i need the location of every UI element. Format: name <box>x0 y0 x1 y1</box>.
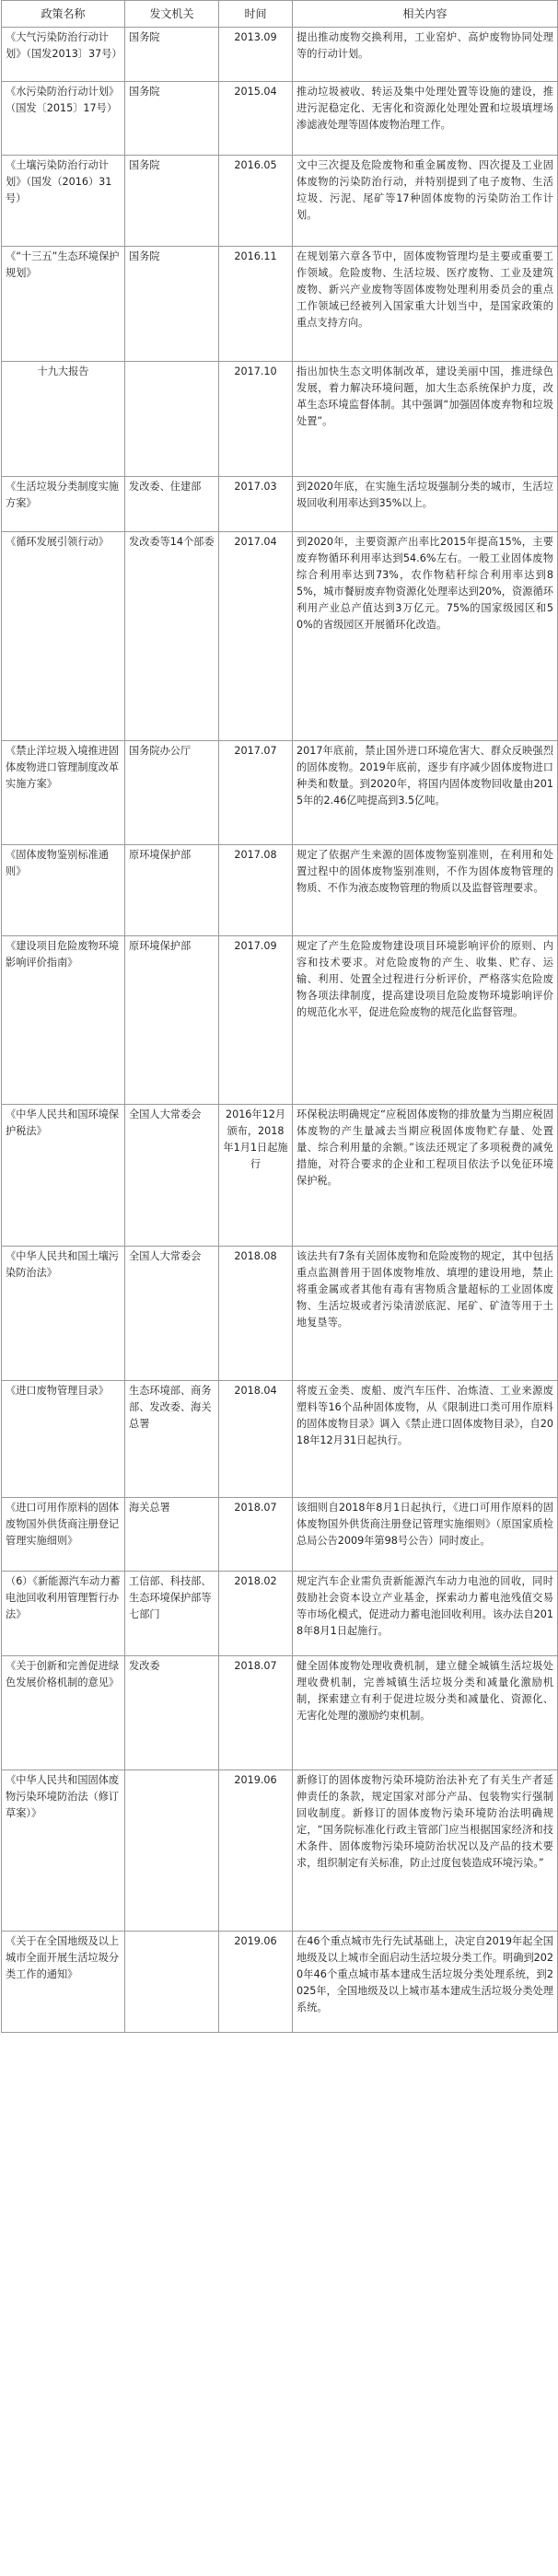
cell-issuing-authority: 生态环境部、商务部、发改委、海关总署 <box>125 1381 219 1498</box>
table-row <box>2 532 558 741</box>
cell-policy-name: 《固体废物鉴别标准通则》 <box>2 845 125 936</box>
header-date: 时间 <box>219 1 293 28</box>
cell-policy-name: 《生活垃圾分类制度实施方案》 <box>2 477 125 532</box>
cell-policy-name: 《进口可用作原料的固体废物国外供货商注册登记管理实施细则》 <box>2 1498 125 1572</box>
cell-issuing-authority: 发改委等14个部委 <box>125 532 219 741</box>
cell-policy-name: 《进口废物管理目录》 <box>2 1381 125 1498</box>
cell-date: 2015.04 <box>219 82 293 156</box>
header-content: 相关内容 <box>293 1 558 28</box>
cell-date: 2018.08 <box>219 1247 293 1381</box>
header-name: 政策名称 <box>2 1 125 28</box>
cell-issuing-authority: 工信部、科技部、生态环境保护部等七部门 <box>125 1572 219 1656</box>
cell-policy-name: 《中华人民共和国土壤污染防治法》 <box>2 1247 125 1381</box>
cell-policy-name: 《中华人民共和国固体废物污染环境防治法（修订草案）》 <box>2 1770 125 1932</box>
table-header-row <box>2 1 558 28</box>
cell-policy-name: 《关于在全国地级及以上城市全面开展生活垃圾分类工作的通知》 <box>2 1932 125 2033</box>
cell-date: 2013.09 <box>219 28 293 82</box>
cell-content: 提出推动废物交换利用，工业窑炉、高炉废物协同处理等的行动计划。 <box>293 28 558 82</box>
cell-date: 2017.03 <box>219 477 293 532</box>
cell-content: 环保税法明确规定“应税固体废物的排放量为当期应税固体废物的产生量减去当期应税固体废物贮存量、处置量、综合利用量的余额。”该法还规定了多项税费的减免措施，对符合要求的企业和工程项目依法予以免征环境保护税。 <box>293 1105 558 1247</box>
cell-date: 2018.04 <box>219 1381 293 1498</box>
cell-content: 规定了依据产生来源的固体废物鉴别准则，在利用和处置过程中的固体废物鉴别准则，不作为固体废物管理的物质、不作为液态废物管理的物质以及监督管理要求。 <box>293 845 558 936</box>
cell-date: 2016.11 <box>219 247 293 362</box>
cell-issuing-authority: 国务院 <box>125 28 219 82</box>
cell-content: 到2020年底，在实施生活垃圾强制分类的城市，生活垃圾回收利用率达到35%以上。 <box>293 477 558 532</box>
cell-date: 2017.07 <box>219 741 293 845</box>
table-row <box>2 1105 558 1247</box>
cell-policy-name: 《关于创新和完善促进绿色发展价格机制的意见》 <box>2 1656 125 1770</box>
table-row <box>2 1770 558 1932</box>
table-row <box>2 1381 558 1498</box>
cell-content: 新修订的固体废物污染环境防治法补充了有关生产者延伸责任的条款，规定国家对部分产品、包装物实行强制回收制度。新修订的固体废物污染环境防治法明确规定，“国务院标准化行政主管部门应当根据国家经济和技术条件、固体废物污染环境防治状况以及产品的技术要求，组织制定有关标准，防止过度包装造成环境污染。” <box>293 1770 558 1932</box>
table-row <box>2 362 558 477</box>
cell-content: 该细则自2018年8月1日起执行，《进口可用作原料的固体废物国外供货商注册登记管理实施细则》（原国家质检总局公告2009年第98号公告）同时废止。 <box>293 1498 558 1572</box>
table-row <box>2 741 558 845</box>
cell-policy-name: 《禁止洋垃圾入境推进固体废物进口管理制度改革实施方案》 <box>2 741 125 845</box>
cell-policy-name: 《“十三五”生态环境保护规划》 <box>2 247 125 362</box>
cell-policy-name: 《大气污染防治行动计划》（国发2013〕37号） <box>2 28 125 82</box>
cell-content: 指出加快生态文明体制改革，建设美丽中国，推进绿色发展，着力解决环境问题，加大生态系统保护力度，改革生态环境监督体制。其中强调“加强固体废弃物和垃圾处置”。 <box>293 362 558 477</box>
cell-policy-name: 《循环发展引领行动》 <box>2 532 125 741</box>
cell-policy-name: 《水污染防治行动计划》（国发〔2015〕17号） <box>2 82 125 156</box>
cell-policy-name: 《建设项目危险废物环境影响评价指南》 <box>2 936 125 1105</box>
cell-policy-name: （6）《新能源汽车动力蓄电池回收利用管理暂行办法》 <box>2 1572 125 1656</box>
cell-content: 到2020年，主要资源产出率比2015年提高15%，主要废弃物循环利用率达到54.6%左右。一般工业固体废物综合利用率达到73%，农作物秸秆综合利用率达到85%，城市餐厨废弃物资源化处理率达到20%，资源循环利用产业总产值达到3万亿元。75%的国家级园区和50%的省级园区开展循环化改造。 <box>293 532 558 741</box>
table-row <box>2 28 558 82</box>
cell-content: 文中三次提及危险废物和重金属废物、四次提及工业固体废物的污染防治行动，并特别提到了电子废物、生活垃圾、污泥、尾矿等17种固体废物的污染防治工作计划。 <box>293 156 558 247</box>
cell-date: 2019.06 <box>219 1770 293 1932</box>
cell-date: 2017.04 <box>219 532 293 741</box>
cell-date: 2018.07 <box>219 1498 293 1572</box>
cell-content: 规定汽车企业需负责新能源汽车动力电池的回收，同时鼓励社会资本设立产业基金，探索动力蓄电池残值交易等市场化模式，促进动力蓄电池回收利用。该办法自2018年8月1日起施行。 <box>293 1572 558 1656</box>
cell-content: 2017年底前，禁止国外进口环境危害大、群众反映强烈的固体废物。2019年底前，逐步有序减少固体废物进口种类和数量。到2020年，将国内固体废物回收量由2015年的2.46亿吨提高到3.5亿吨。 <box>293 741 558 845</box>
policy-table <box>1 0 558 2033</box>
table-row <box>2 477 558 532</box>
cell-issuing-authority: 国务院 <box>125 156 219 247</box>
cell-issuing-authority <box>125 362 219 477</box>
cell-issuing-authority: 原环境保护部 <box>125 936 219 1105</box>
cell-date: 2017.09 <box>219 936 293 1105</box>
cell-issuing-authority: 国务院办公厅 <box>125 741 219 845</box>
cell-date: 2018.02 <box>219 1572 293 1656</box>
table-row <box>2 1247 558 1381</box>
header-org: 发文机关 <box>125 1 219 28</box>
cell-issuing-authority: 全国人大常委会 <box>125 1105 219 1247</box>
cell-date: 2016年12月颁布，2018年1月1日起施行 <box>219 1105 293 1247</box>
cell-issuing-authority <box>125 1770 219 1932</box>
cell-policy-name: 《中华人民共和国环境保护税法》 <box>2 1105 125 1247</box>
table-row <box>2 1656 558 1770</box>
table-row <box>2 82 558 156</box>
cell-content: 将废五金类、废船、废汽车压件、冶炼渣、工业来源废塑料等16个品种固体废物，从《限制进口类可用作原料的固体废物目录》调入《禁止进口固体废物目录》，自2018年12月31日起执行。 <box>293 1381 558 1498</box>
cell-issuing-authority: 发改委、住建部 <box>125 477 219 532</box>
cell-issuing-authority: 国务院 <box>125 247 219 362</box>
cell-content: 健全固体废物处理收费机制，建立健全城镇生活垃圾处理收费机制，完善城镇生活垃圾分类和减量化激励机制，探索建立有利于促进垃圾分类和减量化、资源化、无害化处理的激励约束机制。 <box>293 1656 558 1770</box>
cell-content: 在46个重点城市先行先试基础上，决定自2019年起全国地级及以上城市全面启动生活垃圾分类工作。明确到2020年46个重点城市基本建成生活垃圾分类处理系统，到2025年，全国地级及以上城市基本建成生活垃圾分类处理系统。 <box>293 1932 558 2033</box>
table-row <box>2 1572 558 1656</box>
cell-content: 该法共有7条有关固体废物和危险废物的规定，其中包括重点监测普用于固体废物堆放、填埋的建设用地，禁止将重金属或者其他有毒有害物质含量超标的工业固体废物、生活垃圾或者污染清淤底泥、尾矿、矿渣等用于土地复垦等。 <box>293 1247 558 1381</box>
table-row <box>2 1932 558 2033</box>
cell-issuing-authority: 海关总署 <box>125 1498 219 1572</box>
cell-content: 推动垃圾被收、转运及集中处理处置等设施的建设，推进污泥稳定化、无害化和资源化处理处置和垃圾填埋场渗滤液处理等固体废物治理工作。 <box>293 82 558 156</box>
cell-content: 规定了产生危险废物建设项目环境影响评价的原则、内容和技术要求。对危险废物的产生、收集、贮存、运输、利用、处置全过程进行分析评价，严格落实危险废物各项法律制度，提高建设项目危险废物环境影响评价的规范化水平，促进危险废物的规范化监督管理。 <box>293 936 558 1105</box>
cell-date: 2019.06 <box>219 1932 293 2033</box>
table-row <box>2 1498 558 1572</box>
cell-policy-name: 《土壤污染防治行动计划》（国发（2016）31号） <box>2 156 125 247</box>
cell-date: 2016.05 <box>219 156 293 247</box>
cell-date: 2017.08 <box>219 845 293 936</box>
cell-content: 在规划第六章各节中，固体废物管理均是主要或重要工作领域。危险废物、生活垃圾、医疗废物、工业及建筑废物、新兴产业废物等固体废物处理利用委员会的重点工作领域已经被列入国家重大计划当中，是国家政策的重点支持方向。 <box>293 247 558 362</box>
table-row <box>2 936 558 1105</box>
cell-issuing-authority <box>125 1932 219 2033</box>
cell-issuing-authority: 发改委 <box>125 1656 219 1770</box>
table-row <box>2 156 558 247</box>
cell-issuing-authority: 全国人大常委会 <box>125 1247 219 1381</box>
cell-issuing-authority: 国务院 <box>125 82 219 156</box>
table-row <box>2 845 558 936</box>
cell-policy-name: 十九大报告 <box>2 362 125 477</box>
cell-date: 2017.10 <box>219 362 293 477</box>
table-row <box>2 247 558 362</box>
cell-issuing-authority: 原环境保护部 <box>125 845 219 936</box>
cell-date: 2018.07 <box>219 1656 293 1770</box>
